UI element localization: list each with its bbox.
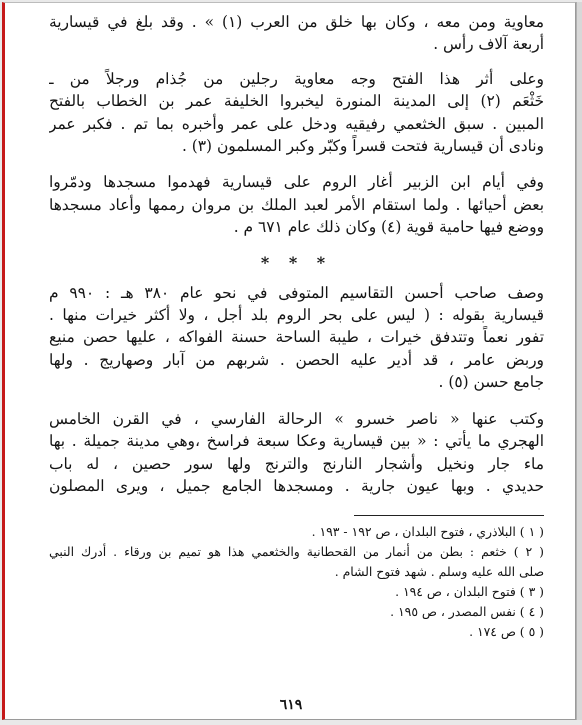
text-line: الهجري ما يأتي : « بين قيسارية وعكا سبعة فراسخ ،وهي مدينة جميلة . بها (49, 432, 544, 451)
text-line: ووضع فيها حامية قوية (٤) وكان ذلك عام ٦٧١ م . (233, 218, 544, 237)
text-line: حديدي . وبها عيون جارية . ومسجدها الجامع جميل ، ويرى المصلون (49, 476, 544, 495)
text-line: جامع حسن (٥) . (438, 373, 544, 392)
text-line: قيسارية بقوله : ( ليس على بحر الروم بلد أجل ، ولا أكثر خيرات منها . (49, 306, 544, 325)
footnote: صلى الله عليه وسلم . شهد فتوح الشام . (334, 564, 544, 580)
text-line: وفي أيام ابن الزبير أغار الروم على قيسارية فهدموا مسجدها ودمّروا (49, 173, 544, 192)
footnote: ( ٢ ) خثعم : بطن من أنمار من القحطانية والخثعمي هذا هو تميم بن ورقاء . أدرك النبي (49, 544, 544, 560)
footnote: ( ١ ) البلاذري ، فتوح البلدان ، ص ١٩٢ - ١٩٣ . (311, 524, 544, 540)
paragraph-1 (49, 11, 544, 56)
text-line: وصف صاحب أحسن التقاسيم المتوفى في نحو عام ٣٨٠ هـ : ٩٩٠ م (49, 283, 544, 302)
footnote: ( ٣ ) فتوح البلدان ، ص ١٩٤ . (395, 584, 544, 600)
section-separator: * * * (260, 252, 333, 272)
text-line: وكتب عنها « ناصر خسرو » الرحالة الفارسي ، في القرن الخامس (49, 409, 544, 428)
text-line: وعلى أثر هذا الفتح وجه معاوية رجلين من جُذام ورجلاً من ـ (49, 69, 544, 88)
text-line: ونادى أن قيسارية فتحت قسراً وكبّر وكبر المسلمون (٣) . (181, 137, 544, 156)
footnote: ( ٤ ) نفس المصدر ، ص ١٩٥ . (390, 604, 544, 620)
document-page (2, 2, 576, 720)
footnotes (49, 522, 544, 642)
paragraph-4 (49, 282, 544, 394)
footnote-divider (354, 515, 544, 516)
page-number: ٦١٩ (279, 697, 303, 713)
text-line: ماء جار ونخيل وأشجار النارنج والترنج ولها سور حصين ، له باب (49, 454, 544, 473)
document-body (49, 11, 544, 642)
text-line: معاوية ومن معه ، وكان بها خلق من العرب (١) » . وقد بلغ في قيسارية (49, 13, 544, 31)
paragraph-3 (49, 171, 544, 238)
text-line: خَثْعَم (٢) إلى المدينة المنورة ليخبروا الخليفة عمر بن الخطاب بالفتح (49, 92, 544, 111)
scrollbar[interactable] (576, 2, 582, 720)
text-line: بعض أحيائها . ولما استقام الأمر لعبد الملك بن مروان رممها وأعاد مسجدها (49, 195, 544, 214)
text-line: تفور نعماً وتتدفق خيرات ، طيبة الساحة حسنة الفواكه ، عليها حصن منيع (49, 328, 544, 347)
footnote: ( ٥ ) ص ١٧٤ . (469, 624, 544, 640)
paragraph-5 (49, 408, 544, 498)
text-line: المبين . سبق الخثعمي رفيقيه ودخل على عمر وأخبره بما تم . فكبر عمر (49, 114, 544, 133)
text-line: وربض عامر ، قد أدير عليه الحصن . شربهم من آبار وصهاريج . ولها (49, 350, 544, 369)
paragraph-2 (49, 68, 544, 158)
text-line: أربعة آلاف رأس . (433, 35, 544, 54)
